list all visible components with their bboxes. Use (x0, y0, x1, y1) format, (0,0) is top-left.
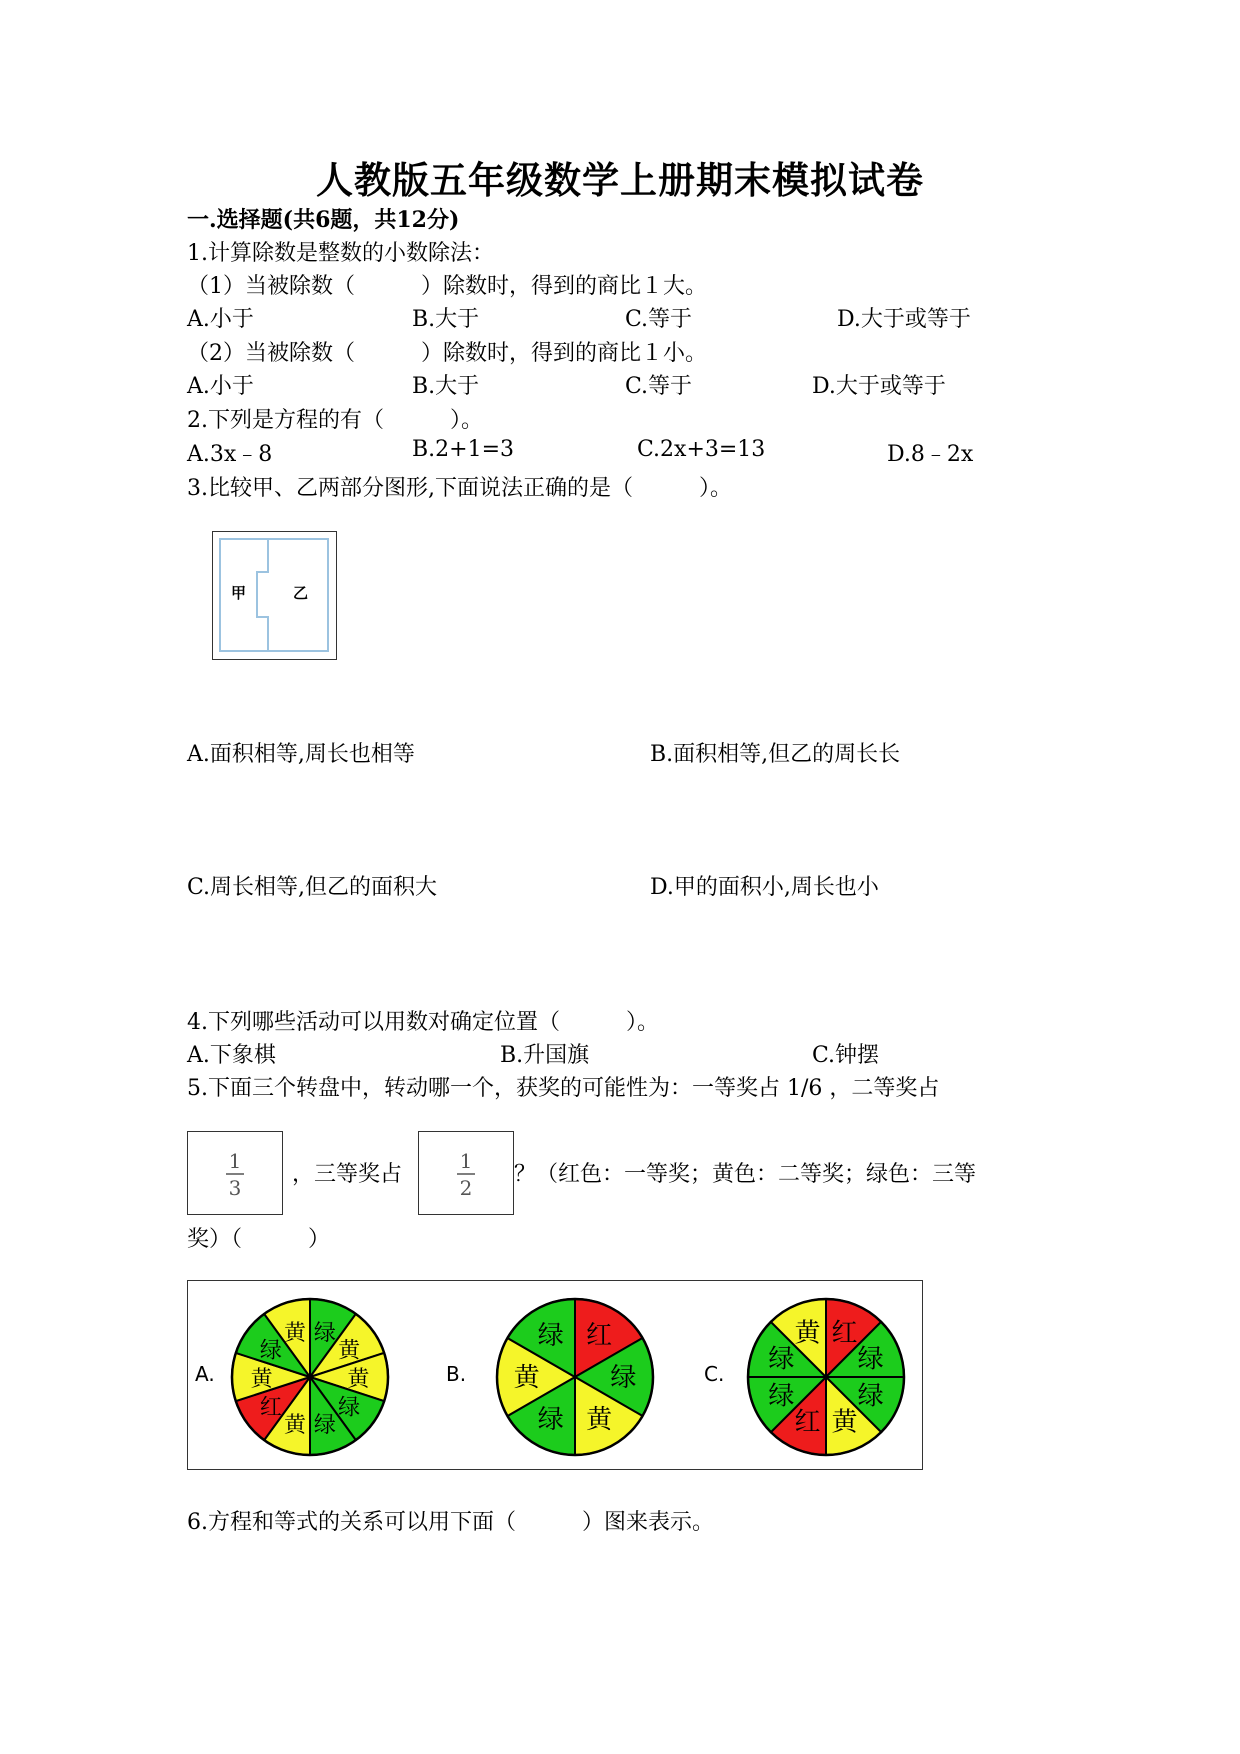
q3-option-a: A.面积相等,周长也相等 (187, 742, 415, 767)
wheel-sector-label: 黄 (250, 1367, 273, 1392)
q2-option-b: B.2+1=3 (412, 437, 515, 462)
q4-option-b: B.升国旗 (500, 1043, 590, 1068)
q2-option-c: C.2x+3=13 (637, 437, 766, 462)
wheel-a-label: A. (195, 1362, 215, 1386)
question-5-stem: 5.下面三个转盘中，转动哪一个，获奖的可能性为：一等奖占 1/6 ，二等奖占 (187, 1076, 940, 1101)
section-heading: 一.选择题(共6题，共12分) (187, 207, 460, 233)
q3-option-c: C.周长相等,但乙的面积大 (187, 875, 438, 900)
fraction-denominator: 3 (228, 1176, 242, 1200)
wheel-sector-label: 黄 (513, 1363, 540, 1393)
wheel-sector-label: 红 (586, 1321, 613, 1352)
wheel-sector-label: 黄 (794, 1318, 821, 1349)
wheel-sector-label: 黄 (347, 1367, 370, 1392)
wheel-sector-label: 绿 (537, 1321, 564, 1352)
q5-color-legend-text: ？（红色：一等奖；黄色：二等奖；绿色：三等 (514, 1162, 977, 1187)
q5-text-third-prize: ，三等奖占 (292, 1162, 403, 1187)
q2-option-a: A.3x﹣8 (187, 442, 273, 467)
wheel-sector-label: 红 (831, 1318, 858, 1349)
question-2-stem: 2.下列是方程的有（ ）。 (187, 408, 483, 433)
q1-1-option-b: B.大于 (412, 307, 480, 332)
wheel-sector-label: 绿 (259, 1338, 282, 1364)
q2-option-d: D.8﹣2x (887, 442, 974, 467)
wheel-sector-label: 黄 (284, 1412, 307, 1438)
q3-option-d: D.甲的面积小,周长也小 (650, 875, 879, 900)
q4-option-c: C.钟摆 (812, 1043, 880, 1068)
fraction-numerator: 1 (459, 1149, 473, 1173)
wheel-sector-label: 黄 (586, 1404, 613, 1435)
q1-1-option-d: D.大于或等于 (837, 307, 971, 332)
wheel-sector-label: 绿 (313, 1412, 336, 1438)
q1-2-option-d: D.大于或等于 (812, 374, 946, 399)
question-6-stem: 6.方程和等式的关系可以用下面（ ）图来表示。 (187, 1510, 714, 1535)
wheel-c-label: C. (704, 1362, 725, 1386)
wheel-sector-label: 绿 (313, 1321, 336, 1347)
wheel-sector-label: 绿 (338, 1395, 361, 1421)
q1-1-option-c: C.等于 (625, 307, 693, 332)
q1-2-option-b: B.大于 (412, 374, 480, 399)
question-3-stem: 3.比较甲、乙两部分图形,下面说法正确的是（ ）。 (187, 476, 732, 501)
question-4-stem: 4.下列哪些活动可以用数对确定位置（ ）。 (187, 1010, 659, 1035)
wheel-sector-label: 绿 (537, 1404, 564, 1435)
wheel-sector-label: 绿 (768, 1344, 795, 1375)
spinner-a (228, 1295, 392, 1459)
q4-option-a: A.下象棋 (187, 1043, 276, 1068)
region-jia-label: 甲 (231, 584, 247, 602)
region-yi-label: 乙 (293, 584, 309, 602)
fraction-numerator: 1 (228, 1149, 242, 1173)
wheel-sector-label: 绿 (857, 1344, 884, 1375)
spinner-wheels-figure (187, 1280, 923, 1470)
fraction-one-half (418, 1131, 514, 1215)
wheel-sector-label: 绿 (768, 1381, 795, 1412)
question-1-part-1: （1）当被除数（ ）除数时，得到的商比１大。 (187, 274, 707, 299)
wheel-sector-label: 绿 (857, 1381, 884, 1412)
wheel-sector-label: 红 (794, 1407, 821, 1438)
q5-text-end: 奖）（ ） (187, 1227, 331, 1252)
page-title: 人教版五年级数学上册期末模拟试卷 (316, 158, 924, 202)
q1-2-option-a: A.小于 (187, 374, 254, 399)
spinner-b (493, 1295, 657, 1459)
wheel-b-label: B. (446, 1362, 467, 1386)
q1-2-option-c: C.等于 (625, 374, 693, 399)
spinner-c (744, 1295, 908, 1459)
fraction-one-third (187, 1131, 283, 1215)
q1-1-option-a: A.小于 (187, 307, 254, 332)
wheel-sector-label: 红 (259, 1395, 282, 1421)
wheel-sector-label: 黄 (338, 1338, 361, 1364)
shape-comparison-figure (212, 531, 337, 660)
q3-option-b: B.面积相等,但乙的周长长 (650, 742, 901, 767)
question-1-stem: 1.计算除数是整数的小数除法： (187, 241, 494, 266)
question-1-part-2: （2）当被除数（ ）除数时，得到的商比１小。 (187, 341, 707, 366)
wheel-sector-label: 黄 (831, 1407, 858, 1438)
wheel-sector-label: 绿 (610, 1363, 637, 1393)
wheel-sector-label: 黄 (284, 1321, 307, 1347)
fraction-denominator: 2 (459, 1176, 473, 1200)
